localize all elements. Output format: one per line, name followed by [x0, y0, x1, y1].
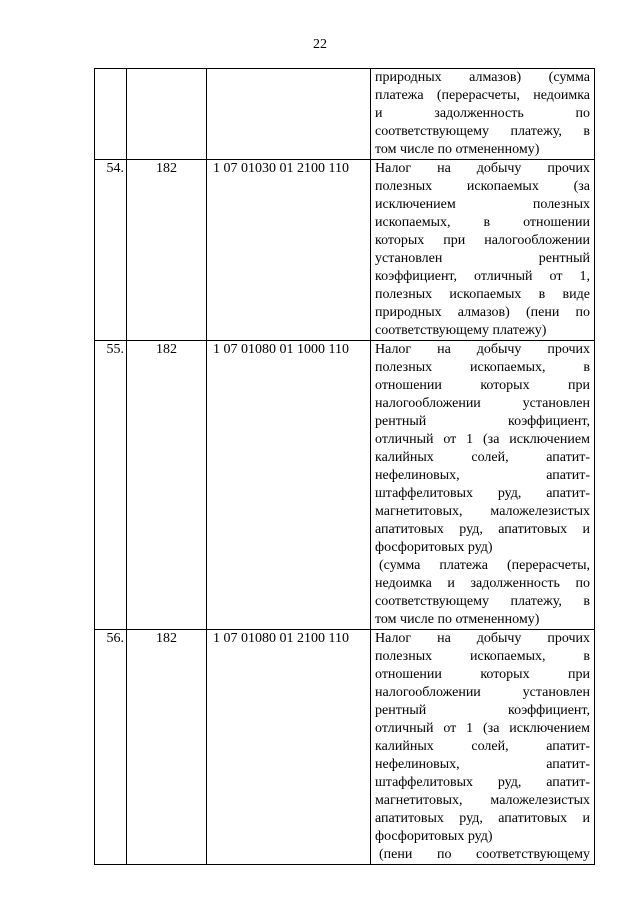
- text-line: отличный от 1 (за исключением: [375, 721, 590, 736]
- row-number-cell: 56.: [95, 630, 127, 865]
- text-line: соответствующему платежу, в: [375, 124, 590, 139]
- text-line: налогообложении установлен: [375, 685, 590, 700]
- text-line: рентный коэффициент,: [375, 414, 590, 429]
- text-line: магнетитовых, маложелезистых: [375, 504, 590, 519]
- page-number: 22: [313, 37, 327, 52]
- text-line: нефелиновых, апатит-: [375, 468, 590, 483]
- text-line: которых при налогообложении: [375, 233, 590, 248]
- table-row-continuation: [95, 69, 595, 160]
- text-line: калийных солей, апатит-: [375, 450, 590, 465]
- text-line: Налог на добычу прочих: [375, 631, 590, 646]
- text-line: полезных ископаемых, в: [375, 649, 590, 664]
- table-row: [95, 341, 595, 630]
- text-line: апатитовых руд, апатитовых и: [375, 522, 590, 537]
- text-line: отличный от 1 (за исключением: [375, 432, 590, 447]
- admin-code-cell: 182: [127, 630, 207, 865]
- text-line: недоимка и задолженность по: [375, 576, 590, 591]
- revenue-name-cell: [371, 341, 595, 630]
- text-line: магнетитовых, маложелезистых: [375, 793, 590, 808]
- text-line: штаффелитовых руд, апатит-: [375, 486, 590, 501]
- text-line: штаффелитовых руд, апатит-: [375, 775, 590, 790]
- text-line: соответствующему платежу): [375, 323, 547, 338]
- text-line: исключением полезных: [375, 197, 590, 212]
- text-line: рентный коэффициент,: [375, 703, 590, 718]
- classification-code-cell: 1 07 01030 01 2100 110: [207, 160, 371, 341]
- classification-code-cell: [207, 69, 371, 160]
- text-line: отношении которых при: [375, 378, 590, 393]
- text-line: Налог на добычу прочих: [375, 161, 590, 176]
- revenue-name-cell: [371, 630, 595, 865]
- row-number-cell: 54.: [95, 160, 127, 341]
- text-line: полезных ископаемых в виде: [375, 287, 590, 302]
- revenue-name-cell: [371, 69, 595, 160]
- text-line: соответствующему платежу, в: [375, 594, 590, 609]
- text-line: установлен рентный: [375, 251, 590, 266]
- text-line: том числе по отмененному): [375, 142, 540, 157]
- text-line: коэффициент, отличный от 1,: [375, 269, 590, 284]
- text-line: фосфоритовых руд): [375, 540, 493, 555]
- text-line: полезных ископаемых (за: [375, 179, 590, 194]
- admin-code-cell: 182: [127, 341, 207, 630]
- text-line: (сумма платежа (перерасчеты,: [379, 558, 590, 573]
- row-number-cell: [95, 69, 127, 160]
- table-row: [95, 160, 595, 341]
- text-line: Налог на добычу прочих: [375, 342, 590, 357]
- text-line: ископаемых, в отношении: [375, 215, 590, 230]
- admin-code-cell: 182: [127, 160, 207, 341]
- text-line: отношении которых при: [375, 667, 590, 682]
- text-line: том числе по отмененному): [375, 612, 540, 627]
- text-line: природных алмазов) (сумма: [375, 70, 590, 85]
- text-line: и задолженность по: [375, 106, 590, 121]
- row-number-cell: 55.: [95, 341, 127, 630]
- classification-code-cell: 1 07 01080 01 2100 110: [207, 630, 371, 865]
- text-line: налогообложении установлен: [375, 396, 590, 411]
- text-line: апатитовых руд, апатитовых и: [375, 811, 590, 826]
- text-line: калийных солей, апатит-: [375, 739, 590, 754]
- text-line: (пени по соответствующему: [379, 847, 590, 862]
- text-line: природных алмазов) (пени по: [375, 305, 590, 320]
- text-line: фосфоритовых руд): [375, 829, 493, 844]
- admin-code-cell: [127, 69, 207, 160]
- text-line: нефелиновых, апатит-: [375, 757, 590, 772]
- text-line: платежа (перерасчеты, недоимка: [375, 88, 590, 103]
- text-line: полезных ископаемых, в: [375, 360, 590, 375]
- revenue-name-cell: [371, 160, 595, 341]
- budget-classification-table: [94, 68, 595, 865]
- classification-code-cell: 1 07 01080 01 1000 110: [207, 341, 371, 630]
- table-row: [95, 630, 595, 865]
